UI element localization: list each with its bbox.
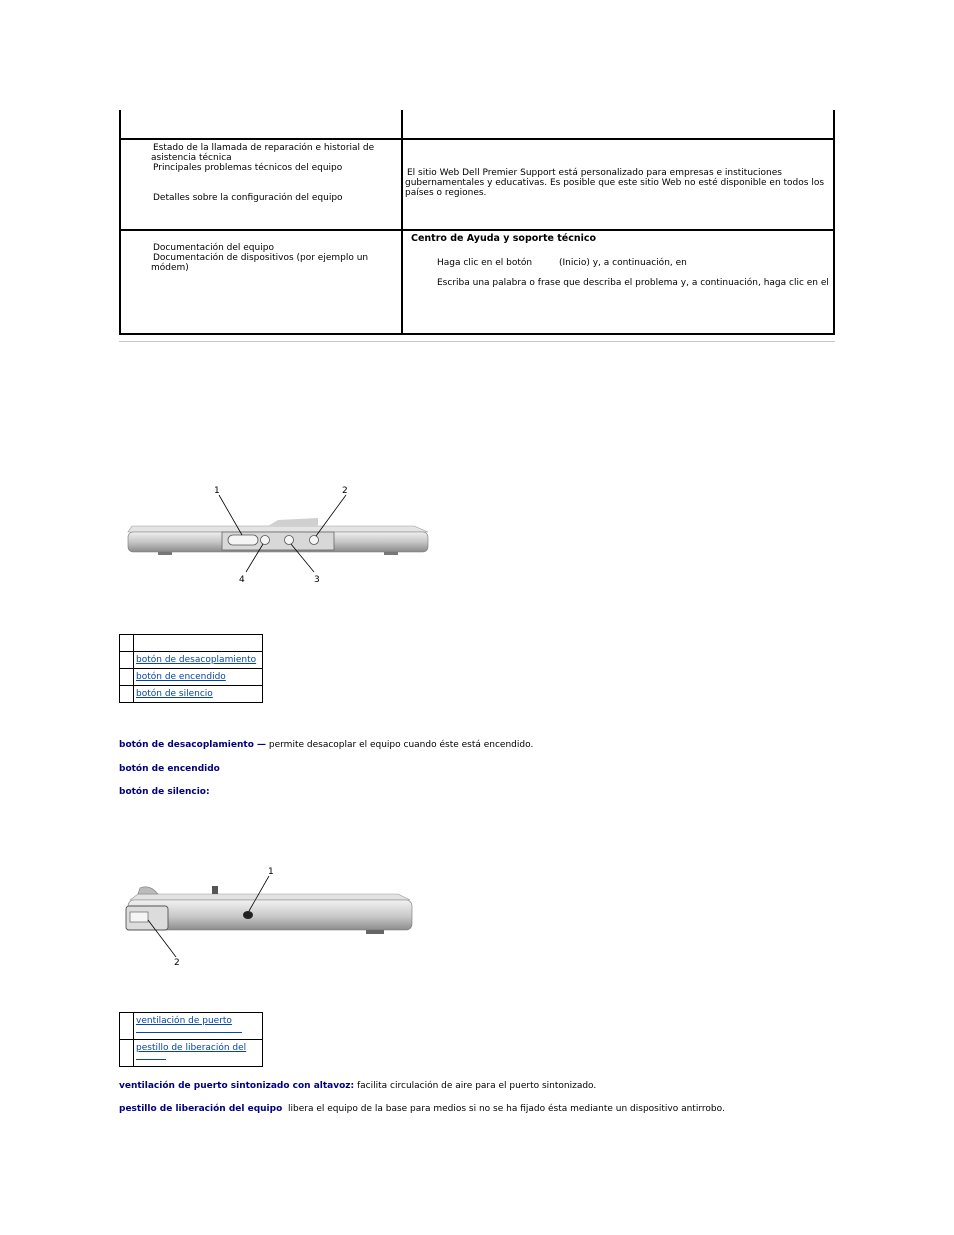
support-item-text: asistencia técnica — [151, 153, 232, 163]
callout-label: 1 — [214, 486, 220, 496]
support-item-text: Estado de la llamada de reparación e historial de — [153, 143, 375, 153]
table-border-right — [833, 110, 835, 335]
mute-button-description — [119, 787, 210, 797]
power-button-link[interactable]: botón de encendido — [136, 672, 226, 682]
link-underline — [136, 1055, 166, 1060]
help-center-heading: Centro de Ayuda y soporte técnico — [411, 233, 597, 244]
support-item-text: Principales problemas técnicos del equipo — [153, 163, 343, 173]
table-row — [120, 635, 263, 652]
documentation-item-text: módem) — [151, 263, 189, 273]
speaker-port-description — [119, 1081, 596, 1091]
documentation-item-text: Documentación del equipo — [153, 243, 274, 253]
row-label-cell — [134, 652, 263, 669]
table-row — [120, 1013, 263, 1040]
undock-button-description — [119, 740, 533, 750]
term: botón de encendido — [119, 764, 220, 774]
term: pestillo de liberación del equipo — [119, 1104, 283, 1114]
front-buttons-table — [119, 634, 263, 703]
row-number — [120, 1013, 134, 1040]
premier-support-text: gubernamentales y educativas. Es posible que este sitio Web no esté disponible en todos los — [405, 178, 825, 188]
table-row — [120, 686, 263, 703]
table-column-divider — [401, 110, 403, 335]
row-number — [120, 1040, 134, 1067]
definition: libera el equipo de la base para medios si no se ha fijado ésta mediante un dispositivo antirrobo. — [282, 1104, 725, 1114]
section-divider — [119, 341, 835, 342]
row-number — [120, 635, 134, 652]
table-row — [120, 652, 263, 669]
support-resources-table — [119, 110, 835, 335]
mute-button-link[interactable]: botón de silencio — [136, 689, 213, 699]
row-label-cell — [134, 686, 263, 703]
row-label-cell — [134, 1013, 263, 1040]
premier-support-text: países o regiones. — [405, 188, 487, 198]
row-label-cell — [134, 635, 263, 652]
media-base-side-view-figure — [118, 862, 418, 968]
table-row — [120, 669, 263, 686]
power-button-description — [119, 764, 220, 774]
row-number — [120, 686, 134, 703]
table-row-divider — [119, 138, 835, 140]
premier-support-text: El sitio Web Dell Premier Support está personalizado para empresas e instituciones — [407, 168, 782, 178]
term: ventilación de puerto sintonizado con altavoz: — [119, 1081, 355, 1091]
side-features-table — [119, 1012, 263, 1067]
term: botón de desacoplamiento — — [119, 740, 267, 750]
table-row — [120, 1040, 263, 1067]
documentation-item-text: Documentación de dispositivos (por ejemplo un — [153, 253, 369, 263]
callout-label: 2 — [174, 958, 180, 968]
table-border-bottom — [119, 333, 835, 335]
row-label-cell — [134, 1040, 263, 1067]
callout-label: 2 — [342, 486, 348, 496]
media-base-front-view-figure — [118, 482, 438, 586]
callout-label: 4 — [239, 575, 245, 585]
undock-button-link[interactable]: botón de desacoplamiento — [136, 655, 257, 665]
callout-label: 3 — [314, 575, 320, 585]
help-step-text: (Inicio) y, a continuación, en — [559, 258, 687, 268]
support-item-text: Detalles sobre la configuración del equipo — [153, 193, 343, 203]
callout-label: 1 — [268, 867, 274, 877]
release-latch-description — [119, 1104, 725, 1114]
link[interactable] — [136, 637, 228, 647]
table-border-left — [119, 110, 121, 335]
help-step-text: Haga clic en el botón — [437, 258, 533, 268]
speaker-port-vent-link[interactable]: ventilación de puerto — [136, 1016, 232, 1026]
release-latch-link[interactable]: pestillo de liberación del — [136, 1043, 247, 1053]
definition: facilita circulación de aire para el puerto sintonizado. — [354, 1081, 597, 1091]
row-number — [120, 669, 134, 686]
definition: permite desacoplar el equipo cuando éste está encendido. — [266, 740, 534, 750]
row-label-cell — [134, 669, 263, 686]
row-number — [120, 652, 134, 669]
link-underline — [136, 1028, 242, 1033]
term: botón de silencio: — [119, 787, 210, 797]
help-step-text: Escriba una palabra o frase que describa el problema y, a continuación, haga clic en el — [437, 278, 829, 288]
table-row-divider — [119, 229, 835, 231]
